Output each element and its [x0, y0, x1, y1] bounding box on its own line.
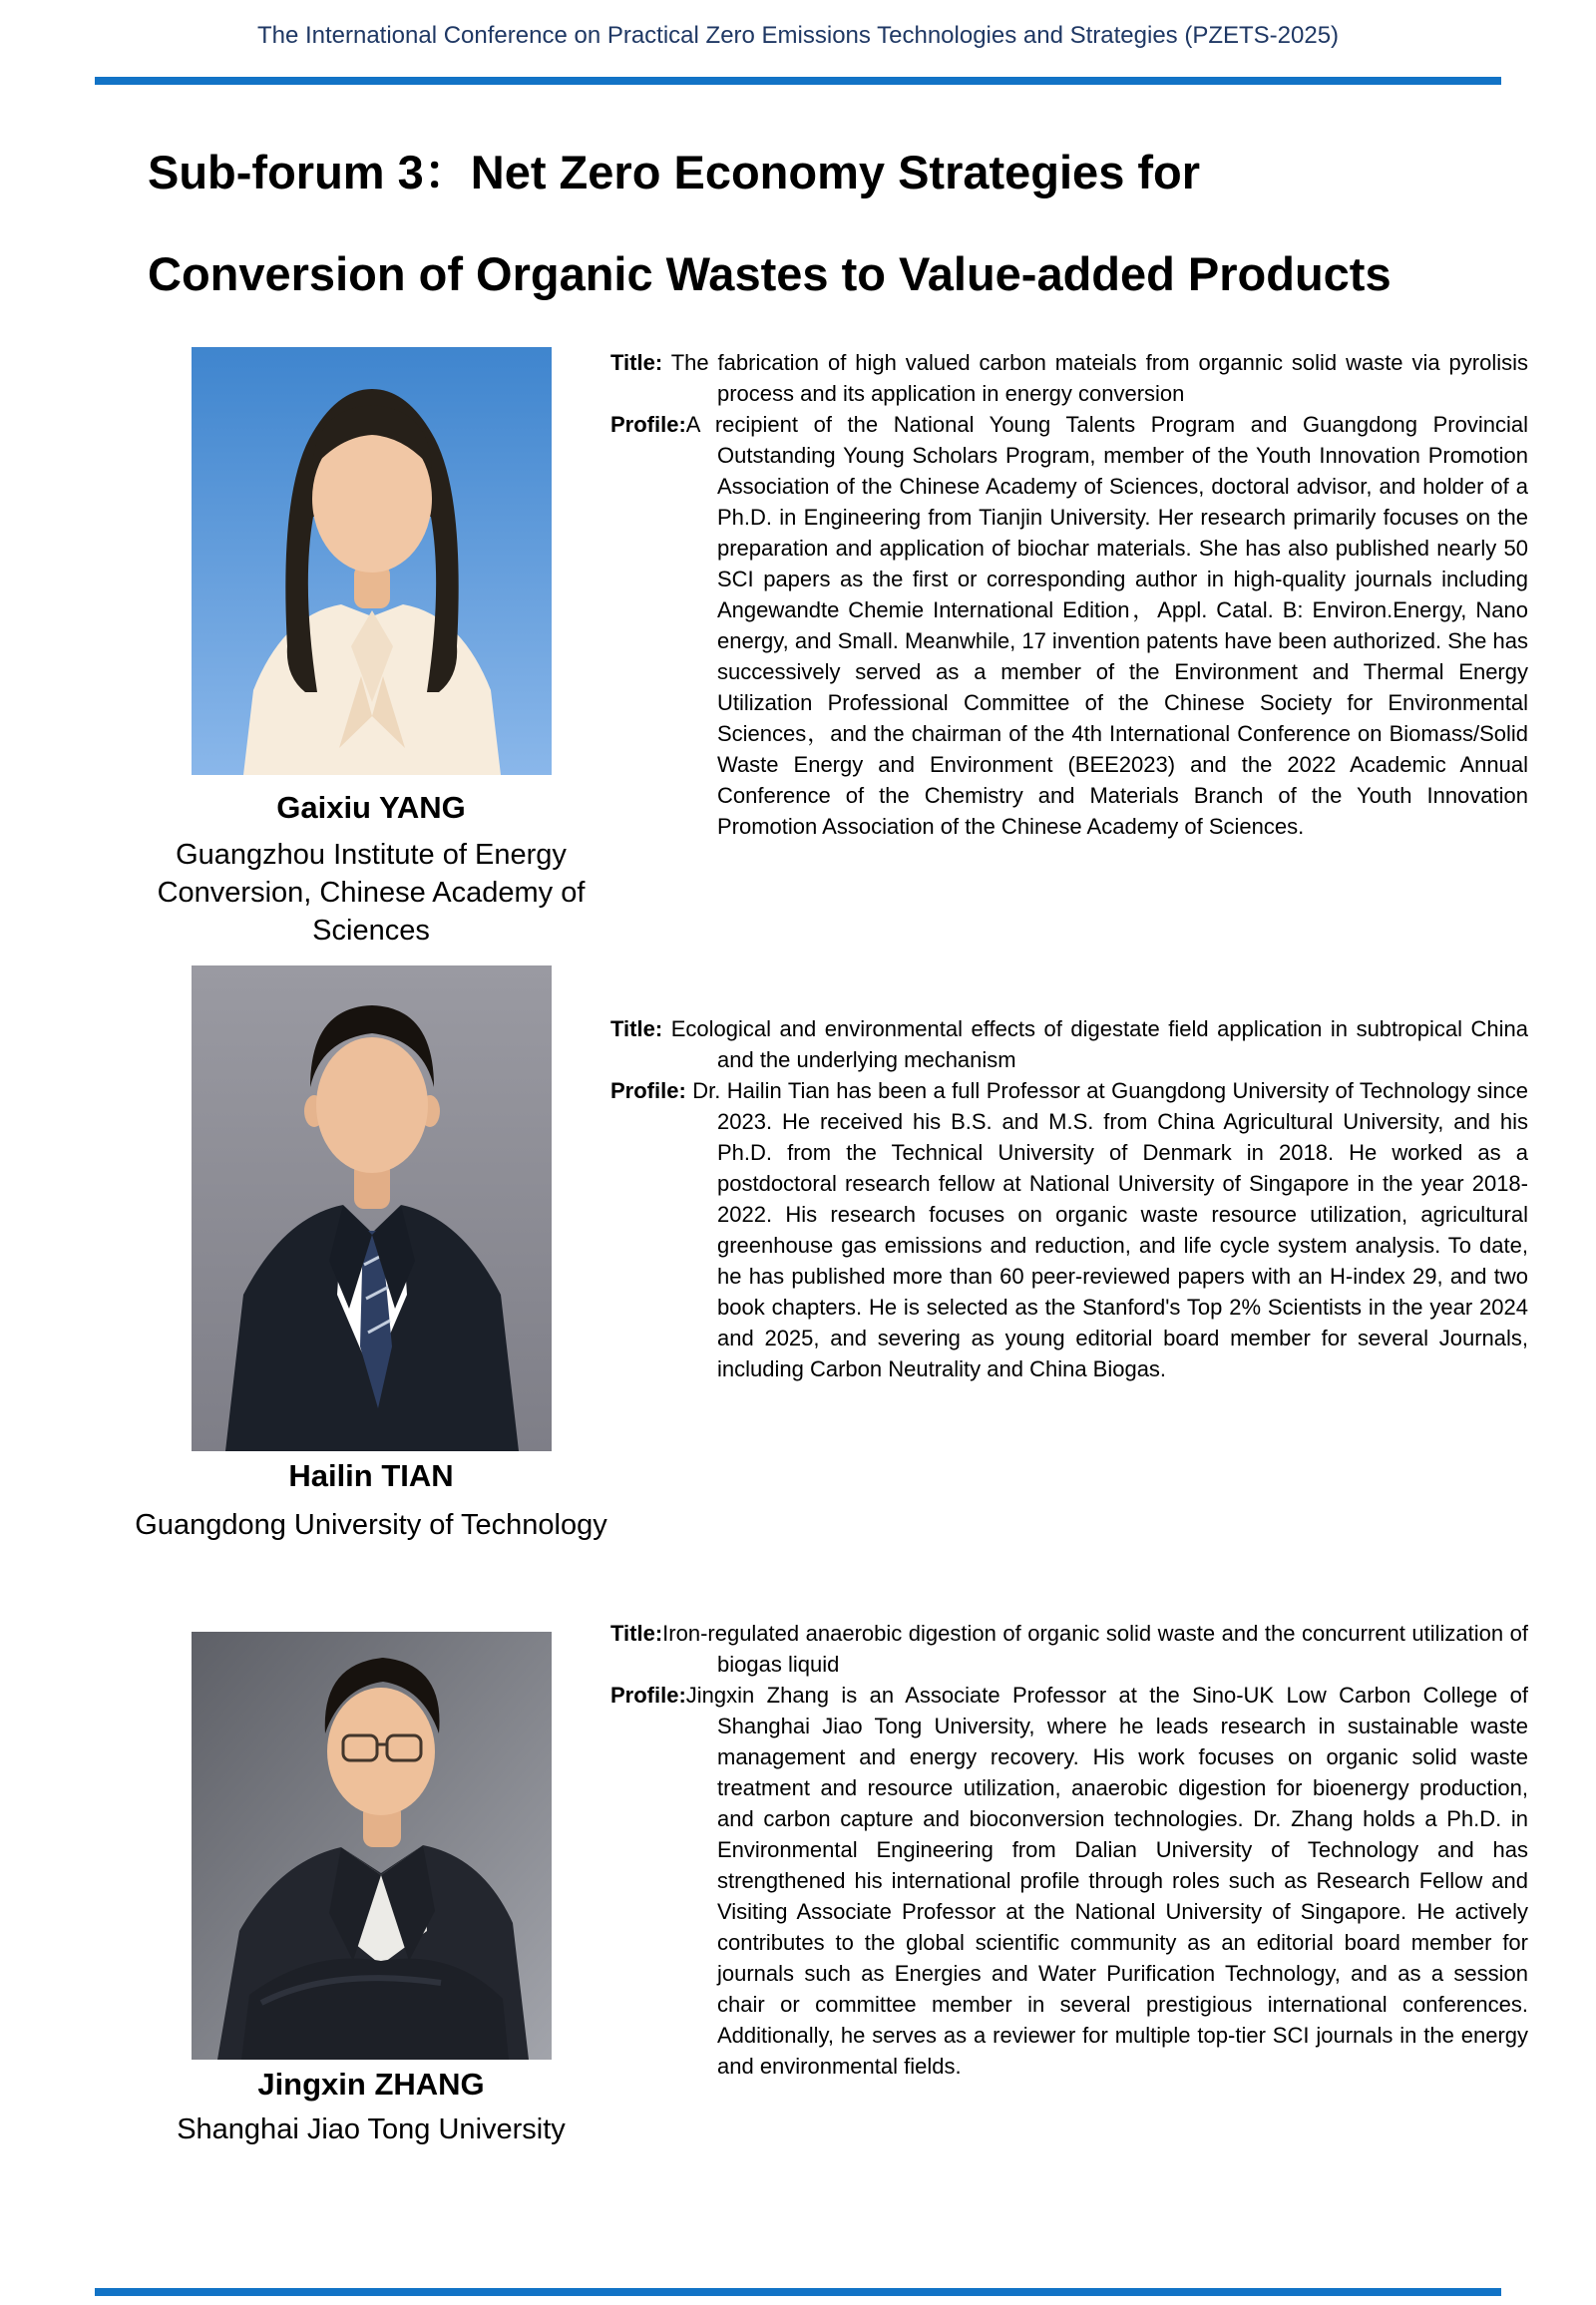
speaker-profile-paragraph	[610, 409, 1528, 842]
talk-title-paragraph	[610, 1618, 1528, 1680]
talk-title-label: Title:	[610, 350, 663, 375]
speaker-name: Jingxin ZHANG	[257, 2067, 485, 2102]
talk-title-paragraph	[610, 1013, 1528, 1075]
forum-title-line-2: Conversion of Organic Wastes to Value-added Products	[148, 247, 1392, 300]
speaker-profile-label: Profile:	[610, 412, 686, 437]
speaker-portrait-photo-jingxin-zhang	[192, 1632, 552, 2060]
talk-title-label: Title:	[610, 1016, 663, 1041]
speaker-profile-label: Profile:	[610, 1078, 686, 1103]
footer-divider-rule	[95, 2288, 1501, 2296]
speaker-name: Gaixiu YANG	[276, 790, 466, 825]
speaker-name: Hailin TIAN	[288, 1458, 454, 1493]
talk-title-text: Ecological and environmental effects of digestate field application in subtropical China and the underlying mechanism	[662, 1016, 1528, 1072]
speaker-portrait-photo-gaixiu-yang	[192, 347, 552, 775]
speaker-affiliation: Guangzhou Institute of Energy Conversion, Chinese Academy of Sciences	[157, 839, 586, 947]
speaker-details	[610, 347, 1528, 842]
speaker-details	[610, 1618, 1528, 2082]
speaker-profile-label: Profile:	[610, 1683, 686, 1708]
speaker-profile-paragraph	[610, 1075, 1528, 1384]
speaker-affiliation: Guangdong University of Technology	[135, 1509, 607, 1541]
talk-title-text: Iron-regulated anaerobic digestion of organic solid waste and the concurrent utilization of biogas liquid	[662, 1621, 1528, 1677]
speaker-profile-paragraph	[610, 1680, 1528, 2082]
header-divider-rule	[95, 77, 1501, 85]
speaker-profile-text: A recipient of the National Young Talents Program and Guangdong Provincial Outstanding Young Scholars Program, member of the Youth Innovation Promotion Association of the Chinese Academy of Sciences, doctoral advisor, and holder of a Ph.D. in Engineering from Tianjin University. Her research primarily focuses on the preparation and application of biochar materials. She has also published nearly 50 SCI papers as the first or corresponding author in high-quality journals including Angewandte Chemie International Edition，Appl. Catal. B: Environ.Energy, Nano energy, and Small. Meanwhile, 17 invention patents have been authorized. She has successively served as a member of the Environment and Thermal Energy Utilization Professional Committee of the Chinese Society for Environmental Sciences，and the chairman of the 4th International Conference on Biomass/Solid Waste Energy and Environment (BEE2023) and the 2022 Academic Annual Conference of the Chemistry and Materials Branch of the Youth Innovation Promotion Association of the Chinese Academy of Sciences.	[685, 412, 1528, 839]
page-header-conference-title: The International Conference on Practical Zero Emissions Technologies and Strategies (PZETS-2025)	[256, 22, 1340, 49]
speaker-affiliation: Shanghai Jiao Tong University	[177, 2113, 566, 2145]
talk-title-label: Title:	[610, 1621, 663, 1646]
speaker-profile-text: Dr. Hailin Tian has been a full Professor at Guangdong University of Technology since 2023. He received his B.S. and M.S. from China Agricultural University, and his Ph.D. from the Technical University of Denmark in 2018. He worked as a postdoctoral research fellow at National University of Singapore in the year 2018-2022. His research focuses on organic waste resource utilization, agricultural greenhouse gas emissions and reduction, and life cycle system analysis. To date, he has published more than 60 peer-reviewed papers with an H-index 29, and two book chapters. He is selected as the Stanford's Top 2% Scientists in the year 2024 and 2025, and severing as young editorial board member for several Journals, including Carbon Neutrality and China Biogas.	[685, 1078, 1528, 1381]
speaker-details	[610, 1013, 1528, 1384]
talk-title-paragraph	[610, 347, 1528, 409]
forum-title-line-1: Sub-forum 3：Net Zero Economy Strategies for	[148, 146, 1201, 198]
forum-title	[148, 122, 1544, 325]
speaker-profile-text: Jingxin Zhang is an Associate Professor at the Sino-UK Low Carbon College of Shanghai Jiao Tong University, where he leads research in sustainable waste management and energy recovery. His work focuses on organic solid waste treatment and resource utilization, anaerobic digestion for bioenergy production, and carbon capture and bioconversion technologies. Dr. Zhang holds a Ph.D. in Environmental Engineering from Dalian University of Technology and has strengthened his international profile through roles such as Research Fellow and Visiting Associate Professor at the National University of Singapore. He actively contributes to the global scientific community as an editorial board member for journals such as Energies and Water Purification Technology, and as a session chair or committee member in several prestigious international conferences. Additionally, he serves as a reviewer for multiple top-tier SCI journals in the energy and environmental fields.	[685, 1683, 1528, 2079]
speaker-portrait-photo-hailin-tian	[192, 965, 552, 1451]
talk-title-text: The fabrication of high valued carbon mateials from organnic solid waste via pyrolisis process and its application in energy conversion	[662, 350, 1528, 406]
